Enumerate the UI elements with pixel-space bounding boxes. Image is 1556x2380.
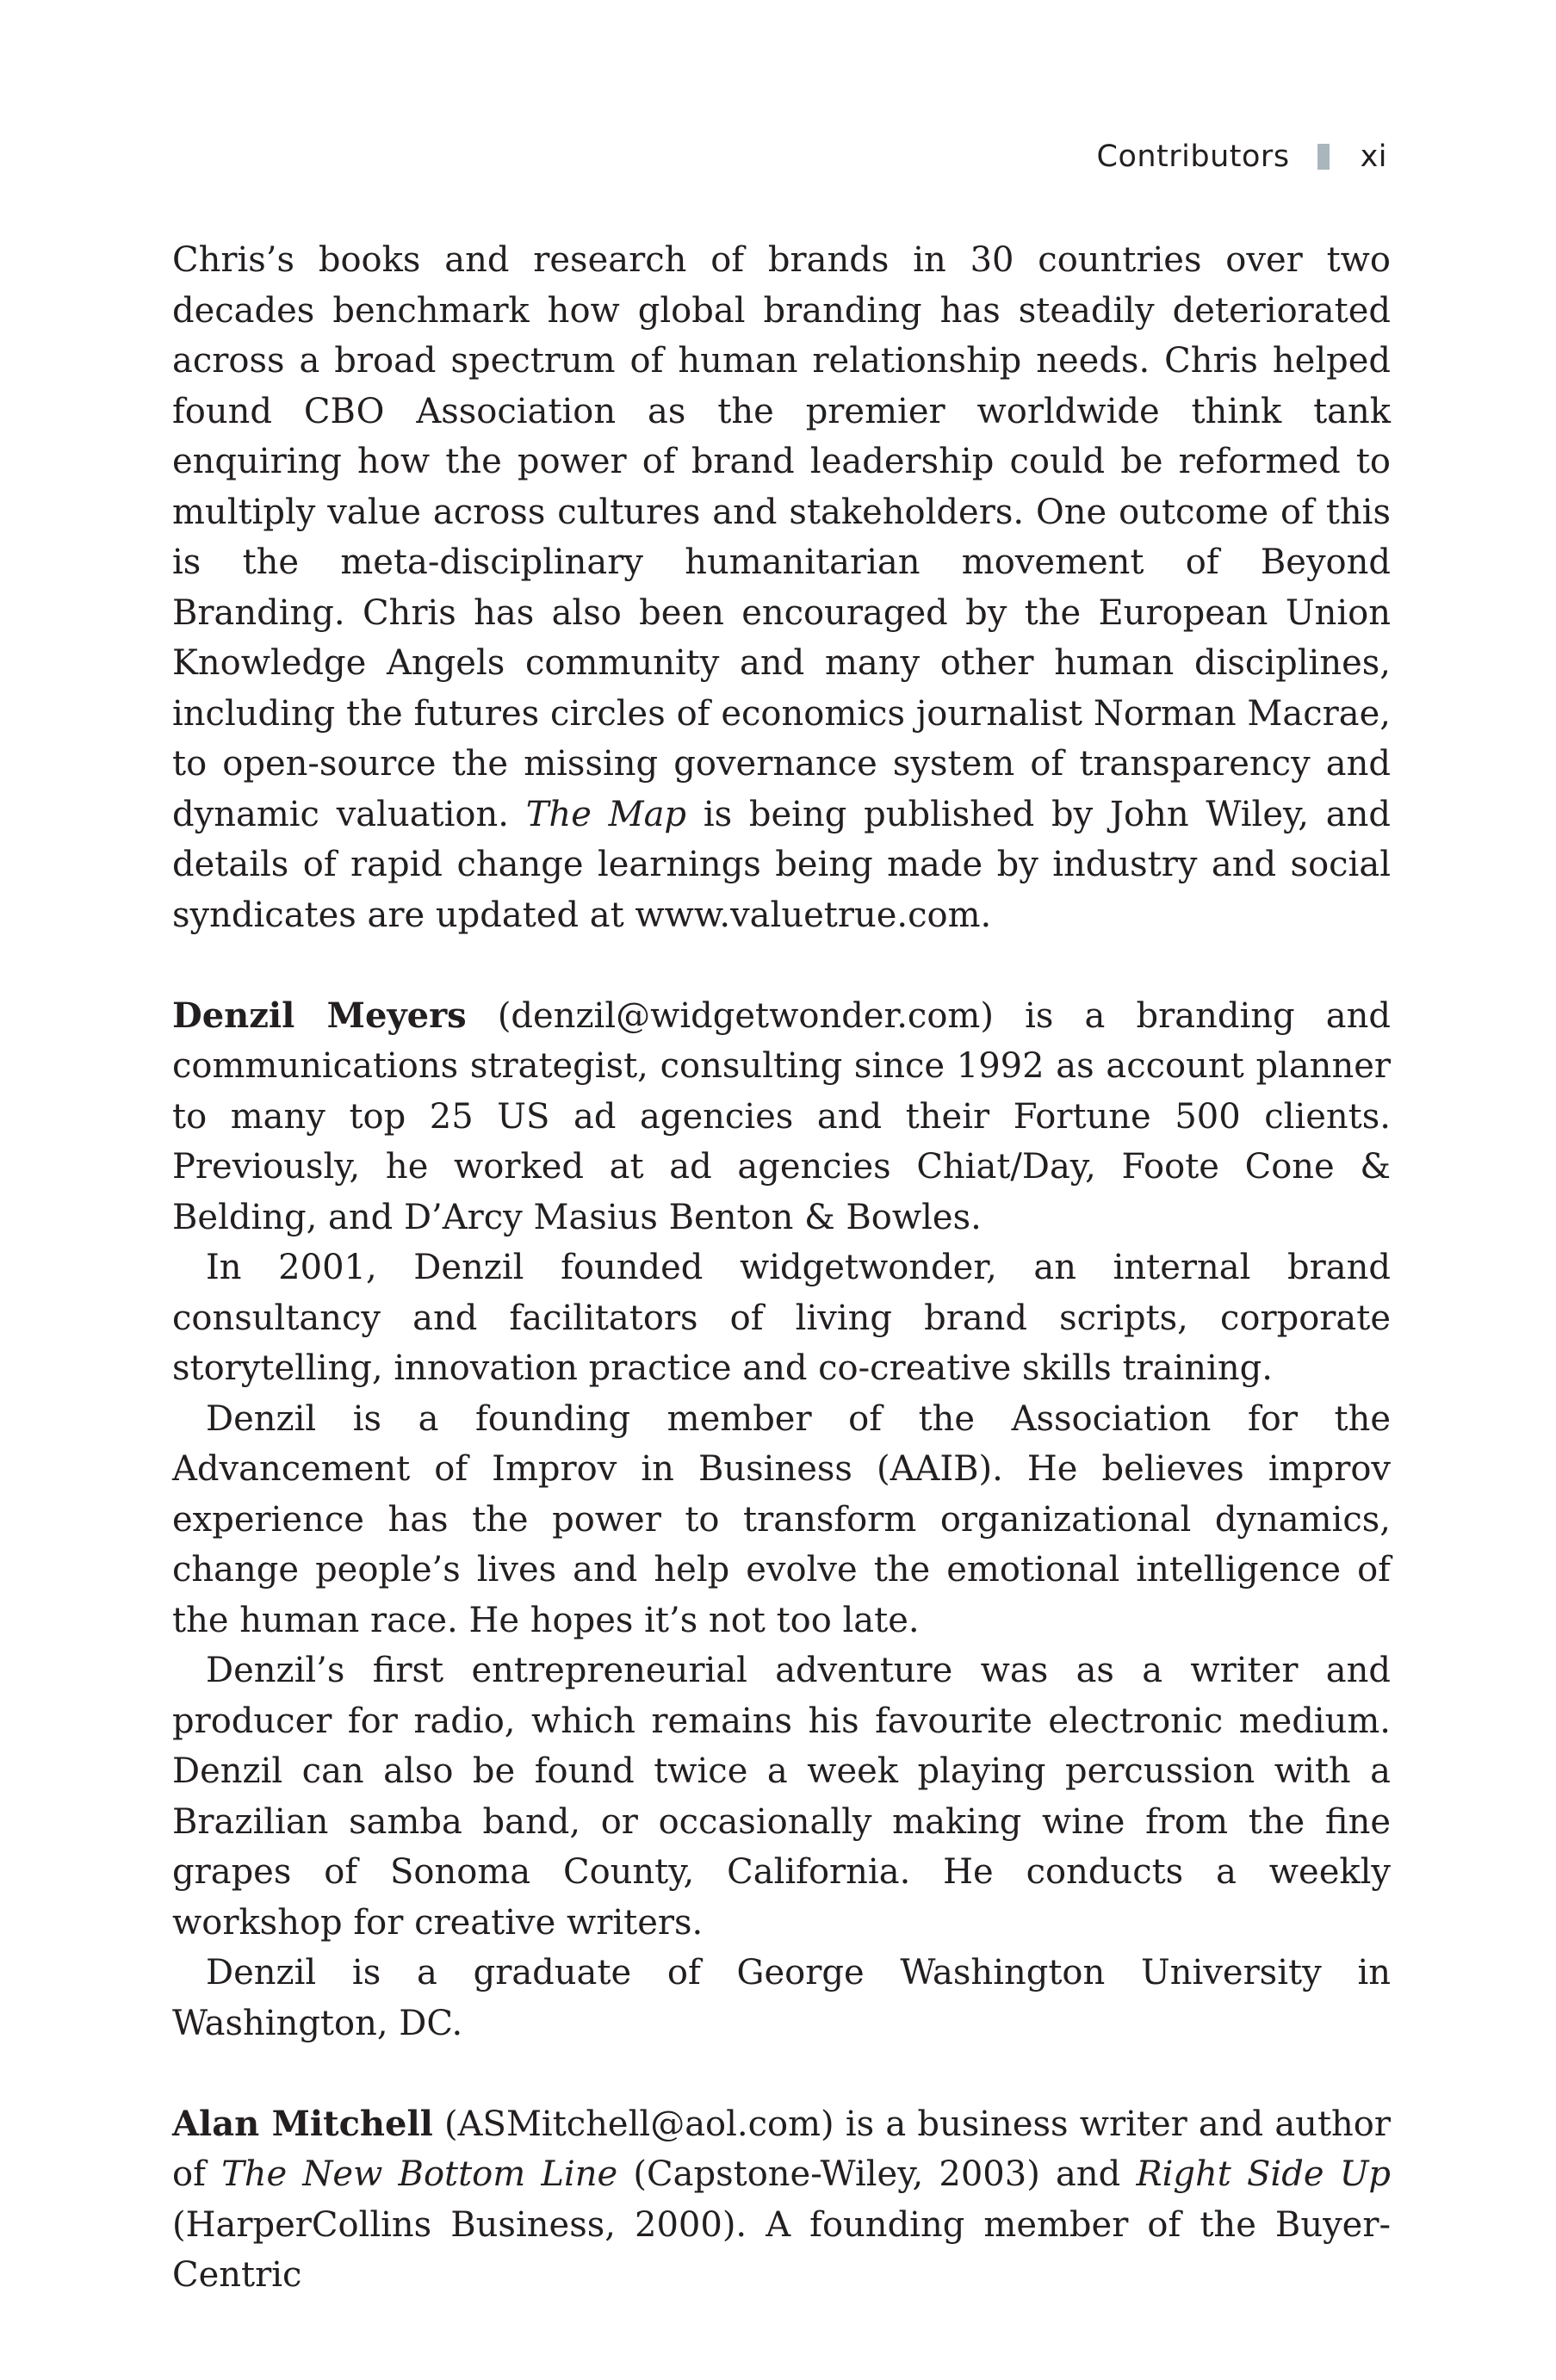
denzil-paragraph-widgetwonder: In 2001, Denzil founded widgetwonder, an internal brand consultancy and facilitators of living brand scripts, corporate storytelling, innovation practice and co-creative skills training.	[172, 1248, 1391, 1388]
contributor-name-alan-mitchell: Alan Mitchell	[172, 2103, 433, 2144]
contributor-entry-denzil-meyers	[172, 991, 1391, 1243]
denzil-paragraph-aaib: Denzil is a founding member of the Association for the Advancement of Improv in Business (AAIB). He believes improv experience has the power to transform organizational dynamics, change people’s lives and help evolve the emotional intelligence of the human race. He hopes it’s not too late.	[172, 1398, 1391, 1640]
book-title-the-map: The Map	[525, 794, 687, 834]
book-title-new-bottom-line: The New Bottom Line	[221, 2154, 618, 2194]
denzil-intro-text: (denzil@widgetwonder.com) is a branding and communications strategist, consulting since 1992 as account planner to many top 25 US ad agencies and their Fortune 500 clients. Previously, he worked at ad agencies Chiat/Day, Foote Cone & Belding, and D’Arcy Masius Benton & Bowles.	[172, 995, 1391, 1237]
denzil-paragraph-radio: Denzil’s first entrepreneurial adventure was as a writer and producer for radio, which remains his favourite electronic medium. Denzil can also be found twice a week playing percussion with a Brazilian samba band, or occasionally making wine from the fine grapes of Sonoma County, California. He conducts a weekly workshop for creative writers.	[172, 1651, 1391, 1943]
chris-text-after-title: is being published by John Wiley, and details of rapid change learnings being made by industry and social syndicates are updated at www.valuetrue.com.	[172, 794, 1391, 935]
body-text	[172, 235, 1391, 2301]
running-head-section: Contributors	[1096, 139, 1290, 174]
running-head	[1097, 139, 1387, 174]
alan-text-2: (Capstone-Wiley, 2003) and	[633, 2154, 1121, 2194]
denzil-paragraph-graduate: Denzil is a graduate of George Washington University in Washington, DC.	[172, 1953, 1391, 2043]
paragraph-chris-continued	[172, 235, 1391, 940]
running-head-separator	[1317, 144, 1330, 170]
chris-text-before-title: Chris’s books and research of brands in 30 countries over two decades benchmark how global branding has steadily deteriorated across a broad spectrum of human relationship needs. Chris helped found CBO Association as the premier worldwide think tank enquiring how the power of brand leadership could be reformed to multiply value across cultures and stakeholders. One outcome of this is the meta-disciplinary humanitarian movement of Beyond Branding. Chris has also been encouraged by the European Union Knowledge Angels community and many other human disciplines, including the futures circles of economics journalist Norman Macrae, to open-source the missing governance system of transparency and dynamic valuation.	[172, 240, 1391, 834]
book-title-right-side-up: Right Side Up	[1136, 2154, 1392, 2194]
contributor-name-denzil-meyers: Denzil Meyers	[172, 995, 467, 1036]
alan-text-1: (ASMitchell@aol.com) is a business writer and author of	[172, 2104, 1391, 2194]
alan-text-3: (HarperCollins Business, 2000). A founding member of the Buyer-Centric	[172, 2204, 1391, 2295]
contributor-entry-alan-mitchell	[172, 2099, 1391, 2301]
page-number: xi	[1360, 139, 1387, 174]
